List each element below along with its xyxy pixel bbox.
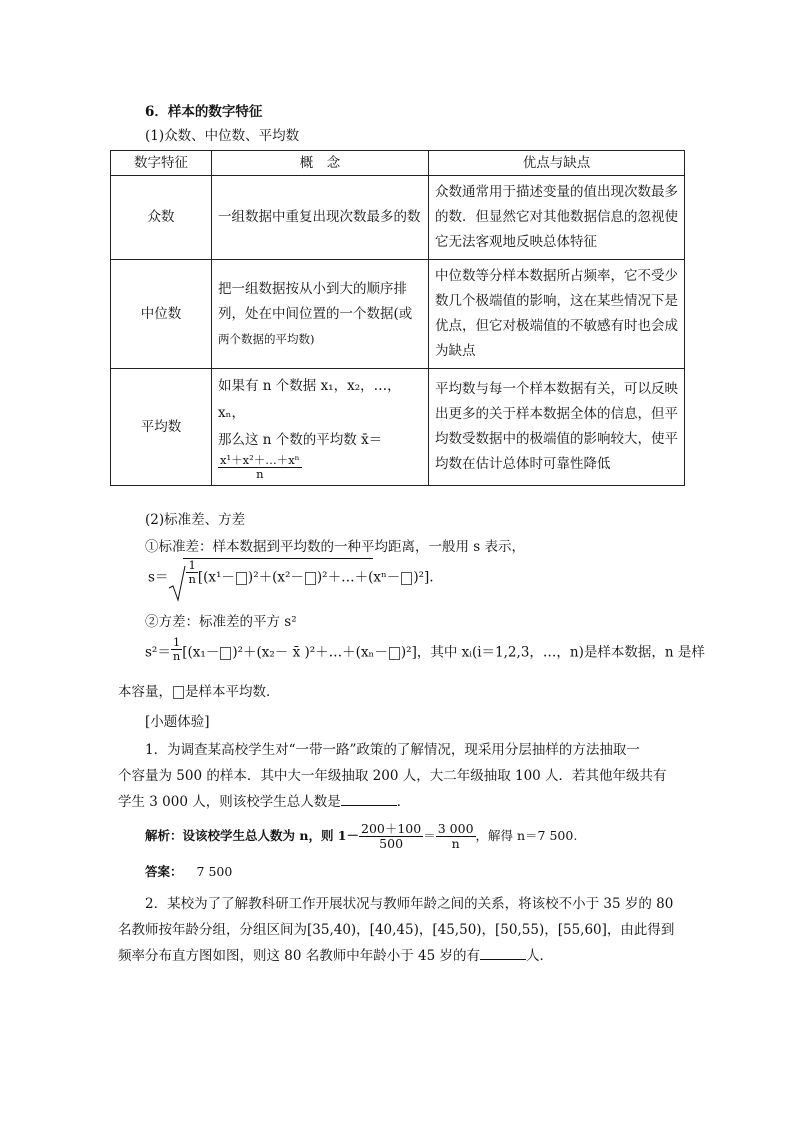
variance-body: )²]，其中 xᵢ(i＝1,2,3，…，n)是样本数据，n 是样	[400, 644, 705, 661]
variance-title: ②方差：标准差的平方 s²	[145, 614, 297, 630]
variance-body: )²＋(x₂－ x̄ )²＋…＋(xₙ－	[232, 644, 388, 661]
table-row	[111, 260, 685, 369]
row-concept	[212, 260, 429, 369]
subsection-title: (1)众数、中位数、平均数	[145, 128, 300, 144]
variance-fraction	[171, 636, 182, 662]
question-1-line	[118, 790, 410, 810]
variance-frac-num: 1	[171, 636, 182, 650]
variance-lhs: s²＝	[145, 644, 171, 661]
solution-equals: ＝	[423, 827, 436, 843]
answer-blank	[341, 791, 397, 806]
std-formula	[148, 558, 434, 591]
header-cell: 概 念	[212, 151, 429, 176]
solution-fraction	[359, 822, 423, 851]
std-frac-den: n	[188, 571, 196, 586]
header-cell: 数字特征	[111, 151, 212, 176]
row-merit: 众数通常用于描述变量的值出现次数最多的数．但显然它对其他数据信息的忽视使它无法客观地反映总体特征	[429, 176, 685, 260]
question-2-end: 人．	[526, 948, 554, 964]
std-body: )²＋(x²－	[247, 569, 304, 586]
row-concept	[212, 369, 429, 486]
concept-line: 那么这 n 个数的平均数 x̄＝	[218, 432, 383, 448]
question-2-line	[118, 944, 553, 964]
table-row	[111, 176, 685, 260]
solution-frac-den: 500	[379, 835, 404, 851]
mean-fraction	[218, 454, 302, 480]
answer-value: 7 500	[196, 864, 233, 879]
solution-frac-num: 200＋100	[361, 821, 422, 836]
mean-numerator: x¹＋x²＋…＋xⁿ	[220, 453, 300, 468]
answer-1	[145, 862, 232, 880]
std-lhs: s＝	[148, 569, 169, 586]
row-merit: 平均数与每一个样本数据有关，可以反映出更多的关于样本数据全体的信息，但平均数受数据中的极端值的影响较大，使平均数在估计总体时可靠性降低	[429, 369, 685, 486]
solution-fraction	[436, 822, 476, 851]
sqrt-bar	[183, 558, 373, 559]
question-2-line: 2．某校为了了解教科研工作开展状况与教师年龄之间的关系，将该校不小于 35 岁的 80	[145, 896, 674, 912]
table-row	[111, 369, 685, 486]
mean-symbol-icon	[220, 647, 231, 660]
mean-symbol-icon	[173, 686, 184, 699]
std-body: )²].	[413, 569, 434, 586]
concept-text: 把一组数据按从小到大的顺序排列，处在中间位置的一个数据(或	[218, 280, 413, 322]
mean-denominator: n	[256, 467, 264, 481]
header-cell: 优点与缺点	[429, 151, 685, 176]
feature-table	[110, 150, 685, 486]
mean-symbol-icon	[236, 572, 247, 585]
variance-text: 本容量，	[118, 684, 172, 700]
row-name: 平均数	[111, 369, 212, 486]
question-2-line: 名教师按年龄分组，分组区间为[35,40)，[40,45)，[45,50)，[50,55)，[55,60]，由此得到	[118, 922, 675, 938]
concept-note: 两个数据的平均数)	[218, 331, 315, 346]
solution-text: 解析：设该校学生总人数为 n，则 1－	[145, 827, 359, 843]
std-body: )²＋…＋(xⁿ－	[316, 569, 401, 586]
solution-text: ，解得 n＝7 500.	[475, 827, 578, 843]
row-merit: 中位数等分样本数据所占频率，它不受少数几个极端值的影响，这在某些情况下是优点，但它对极端值的不敏感有时也会成为缺点	[429, 260, 685, 369]
solution-1	[145, 822, 577, 851]
variance-line2	[118, 680, 280, 700]
question-1-line: 1．为调查某高校学生对“一带一路”政策的了解情况，现采用分层抽样的方法抽取一	[145, 742, 640, 758]
std-fraction	[186, 559, 197, 585]
row-name: 众数	[111, 176, 212, 260]
std-title: (2)标准差、方差	[145, 512, 246, 528]
row-name: 中位数	[111, 260, 212, 369]
concept-line: 如果有 n 个数据 x₁，x₂，…，xₙ，	[218, 378, 401, 421]
variance-frac-den: n	[172, 648, 181, 663]
question-1-line: 个容量为 500 的样本．其中大一年级抽取 200 人，大二年级抽取 100 人．若其他年级共有	[118, 768, 667, 784]
question-2-text: 频率分布直方图如图，则这 80 名教师中年龄小于 45 岁的有	[118, 948, 481, 964]
section-title: 6．样本的数字特征	[145, 104, 263, 120]
solution-frac-num: 3 000	[437, 821, 474, 836]
mean-symbol-icon	[389, 647, 400, 660]
question-1-end: ．	[396, 794, 411, 810]
std-definition: ①标准差：样本数据到平均数的一种平均距离，一般用 s 表示，	[145, 539, 526, 555]
question-1-text: 学生 3 000 人，则该校学生总人数是	[118, 794, 341, 810]
row-concept: 一组数据中重复出现次数最多的数	[212, 176, 429, 260]
variance-body: [(x₁－	[182, 644, 220, 661]
std-body: [(x¹－	[197, 569, 235, 586]
answer-label: 答案：	[145, 864, 183, 879]
mean-symbol-icon	[305, 572, 316, 585]
practice-label: [小题体验]	[145, 714, 210, 730]
answer-blank	[480, 945, 526, 960]
variance-formula	[145, 635, 705, 666]
std-frac-num: 1	[186, 559, 197, 573]
variance-text: 是样本平均数．	[185, 684, 280, 700]
table-header-row	[111, 151, 685, 176]
solution-frac-den: n	[451, 835, 460, 851]
mean-symbol-icon	[401, 572, 412, 585]
